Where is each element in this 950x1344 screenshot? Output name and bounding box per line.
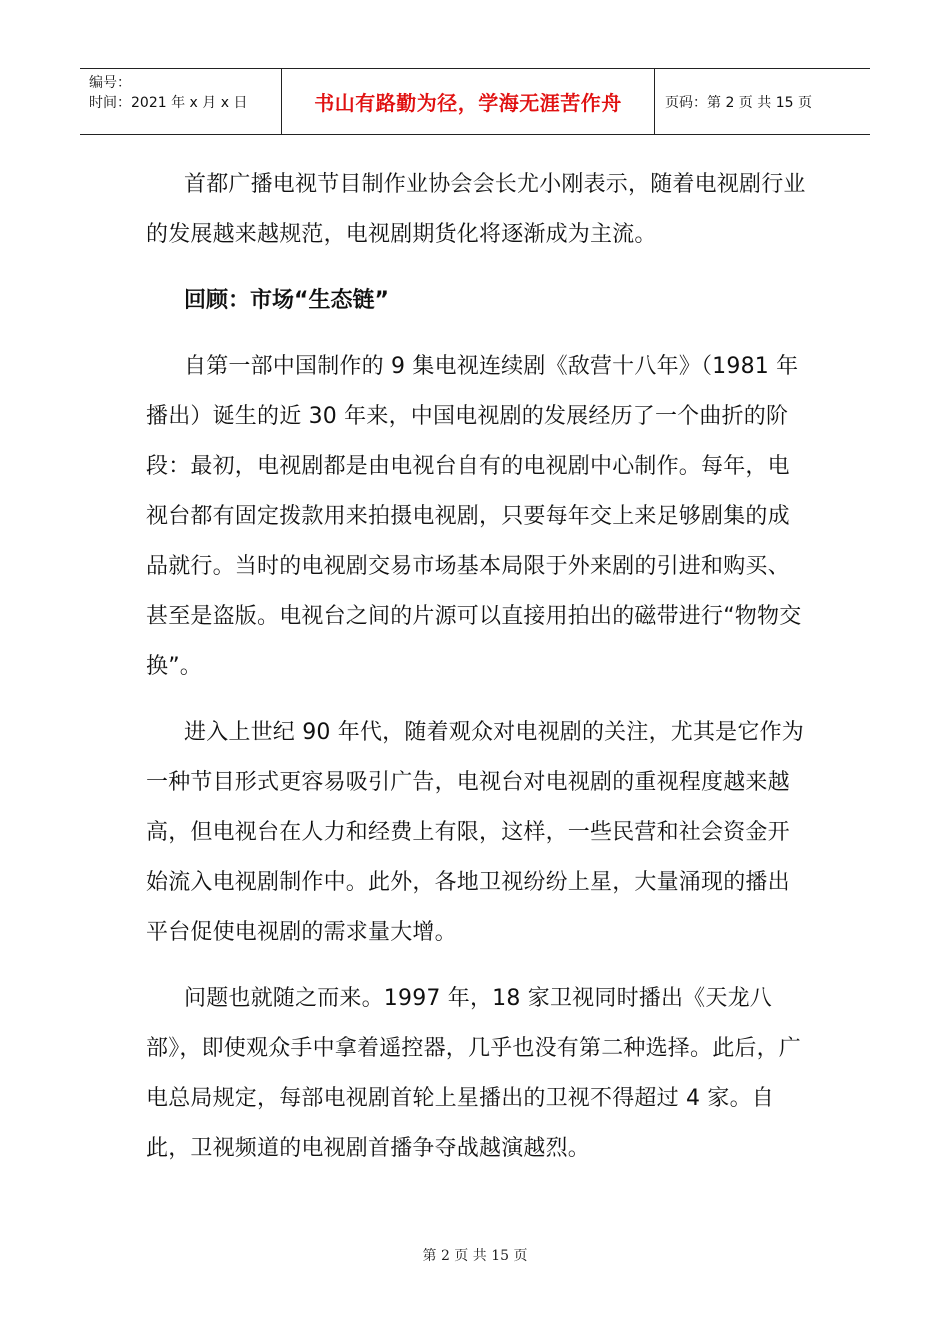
paragraph-1: 首都广播电视节目制作业协会会长尤小刚表示，随着电视剧行业的发展越来越规范，电视剧期货化将逐渐成为主流。 (146, 172, 806, 247)
header-motto: 书山有路勤为径，学海无涯苦作舟 (314, 91, 622, 115)
document-number-label: 编号： (89, 75, 131, 91)
page-footer: 第 2 页 共 15 页 (422, 1248, 528, 1264)
document-date-label: 时间：2021 年 x 月 x 日 (89, 95, 248, 111)
section-heading: 回顾：市场“生态链” (184, 288, 389, 313)
document-body (146, 160, 806, 1174)
header-page-info: 页码：第 2 页 共 15 页 (665, 94, 812, 111)
header-motto-cell (282, 69, 655, 134)
header-page-cell (655, 69, 870, 134)
paragraph-4: 问题也就随之而来。1997 年，18 家卫视同时播出《天龙八部》，即使观众手中拿着遥控器，几乎也没有第二种选择。此后，广电总局规定，每部电视剧首轮上星播出的卫视不得超过 4 家。自此，卫视频道的电视剧首播争夺战越演越烈。 (146, 986, 802, 1161)
paragraph-3: 进入上世纪 90 年代，随着观众对电视剧的关注，尤其是它作为一种节目形式更容易吸引广告，电视台对电视剧的重视程度越来越高，但电视台在人力和经费上有限，这样，一些民营和社会资金开始流入电视剧制作中。此外，各地卫视纷纷上星，大量涌现的播出平台促使电视剧的需求量大增。 (146, 720, 804, 945)
document-header (80, 68, 870, 135)
paragraph-2: 自第一部中国制作的 9 集电视连续剧《敌营十八年》（1981 年播出）诞生的近 30 年来，中国电视剧的发展经历了一个曲折的阶段：最初，电视剧都是由电视台自有的电视剧中心制作。每年，电视台都有固定拨款用来拍摄电视剧，只要每年交上来足够剧集的成品就行。当时的电视剧交易市场基本局限于外来剧的引进和购买、甚至是盗版。电视台之间的片源可以直接用拍出的磁带进行“物物交换”。 (146, 354, 802, 679)
header-meta-cell (80, 69, 282, 134)
